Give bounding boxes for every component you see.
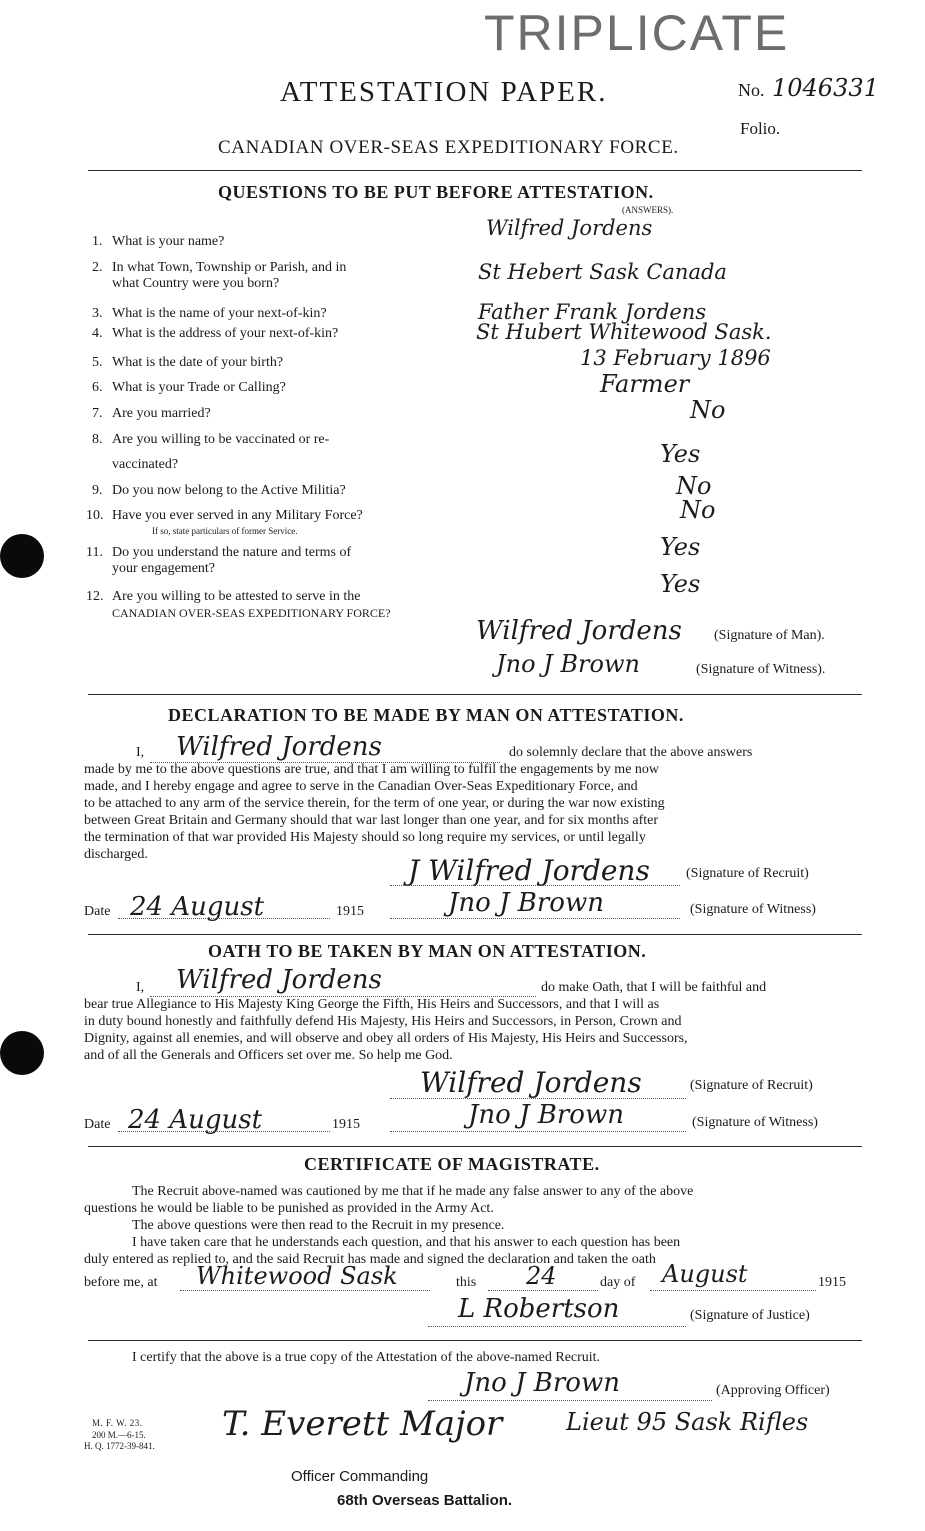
answer-handwritten: St Hebert Sask Canada [478,260,727,284]
commanding-officer-rank: Lieut 95 Sask Rifles [566,1408,809,1436]
oath-year: 1915 [332,1117,360,1132]
oath-name: Wilfred Jordens [176,965,382,995]
question-text: Have you ever served in any Military Force? [112,508,363,523]
question-text: Are you willing to be attested to serve in the [112,589,361,604]
question-text: Are you willing to be vaccinated or re- [112,432,330,447]
answer-handwritten: Yes [660,570,701,598]
declaration-line-1: do solemnly declare that the above answers [509,745,753,760]
answer-handwritten: St Hubert Whitewood Sask. [476,320,772,344]
question-number: 11. [86,545,103,560]
magistrate-this-label: this [456,1275,477,1290]
oath-date-label: Date [84,1117,111,1132]
oath-line-3: in duty bound honestly and faithfully defend His Majesty, His Heirs and Successors, in Person, Crown and [84,1014,682,1029]
answer-handwritten: Wilfred Jordens [486,216,653,240]
oath-witness-line [390,1131,686,1132]
justice-signature-line [428,1326,686,1327]
declaration-date-line [118,918,330,919]
question-text-continued: CANADIAN OVER-SEAS EXPEDITIONARY FORCE? [112,606,391,620]
declaration-witness-signature: Jno J Brown [448,888,604,918]
declaration-rule [88,934,862,935]
certify-text: I certify that the above is a true copy of the Attestation of the above-named Recruit. [132,1350,601,1365]
declaration-recruit-line [390,885,680,886]
header-rule [88,170,862,171]
oath-recruit-signature: Wilfred Jordens [420,1066,642,1099]
signature-of-man-label: (Signature of Man). [714,628,825,643]
magistrate-day-of-label: day of [600,1275,636,1290]
triplicate-stamp: TRIPLICATE [484,5,790,61]
oath-line-2: bear true Allegiance to His Majesty King George the Fifth, His Heirs and Successors, and that I will as [84,997,660,1012]
declaration-name-prefix: I, [136,745,145,760]
question-number: 8. [92,432,103,447]
answer-handwritten: Father Frank Jordens [478,300,707,324]
magistrate-line-2: questions he would be liable to be punished as provided in the Army Act. [84,1201,494,1216]
oath-recruit-line [390,1098,686,1099]
question-number: 7. [92,406,103,421]
oath-date: 24 August [128,1105,263,1135]
oath-line-5: and of all the Generals and Officers set over me. So help me God. [84,1048,453,1063]
serial-number-label: No. [738,80,765,100]
oath-witness-label: (Signature of Witness) [692,1115,818,1130]
question-text-continued: what Country were you born? [112,276,280,291]
question-number: 2. [92,260,103,275]
oath-line-1: do make Oath, that I will be faithful and [541,980,767,995]
declaration-year: 1915 [336,904,364,919]
declaration-recruit-label: (Signature of Recruit) [686,866,809,881]
declaration-line-7: discharged. [84,847,148,862]
question-text: Do you understand the nature and terms of [112,545,352,560]
answer-handwritten: No [680,496,716,524]
question-number: 1. [92,234,103,249]
punch-hole-top [0,534,44,578]
answer-handwritten: 13 February 1896 [580,346,771,370]
declaration-line-5: between Great Britain and Germany should that war last longer than one year, and for six months after [84,813,659,828]
magistrate-day: 24 [526,1262,557,1290]
declaration-witness-label: (Signature of Witness) [690,902,816,917]
oath-rule [88,1146,862,1147]
justice-signature-label: (Signature of Justice) [690,1308,810,1323]
signature-of-witness-q: Jno J Brown [496,650,640,678]
magistrate-place: Whitewood Sask [196,1262,398,1290]
declaration-line-6: the termination of that war provided His Majesty should so long require my services, or until legally [84,830,646,845]
oath-witness-signature: Jno J Brown [468,1100,624,1130]
magistrate-place-line [180,1290,430,1291]
question-number: 4. [92,326,103,341]
question-number: 10. [86,508,104,523]
punch-hole-bottom [0,1031,44,1075]
document-title: ATTESTATION PAPER. [280,76,608,108]
magistrate-year: 1915 [818,1275,846,1290]
answer-handwritten: Yes [660,533,701,561]
folio-label: Folio. [740,119,781,138]
magistrate-rule [88,1340,862,1341]
question-text: What is the date of your birth? [112,355,284,370]
question-text-continued: vaccinated? [112,457,179,472]
answer-handwritten: Yes [660,440,701,468]
question-text: What is the name of your next-of-kin? [112,306,327,321]
magistrate-day-line [488,1290,598,1291]
magistrate-month-line [650,1290,816,1291]
question-text-continued: If so, state particulars of former Service. [152,526,298,536]
signature-of-witness-q-label: (Signature of Witness). [696,662,826,677]
question-number: 5. [92,355,103,370]
form-code-3: H. Q. 1772-39-841. [84,1441,155,1451]
oath-recruit-label: (Signature of Recruit) [690,1078,813,1093]
officer-commanding-label: Officer Commanding [291,1468,429,1485]
declaration-date-label: Date [84,904,111,919]
magistrate-heading: CERTIFICATE OF MAGISTRATE. [304,1154,600,1174]
question-text: What is your name? [112,234,225,249]
declaration-name: Wilfred Jordens [176,732,382,762]
oath-name-prefix: I, [136,980,145,995]
signature-of-man: Wilfred Jordens [476,616,682,646]
answer-handwritten: No [676,472,712,500]
declaration-witness-line [390,918,680,919]
oath-heading: OATH TO BE TAKEN BY MAN ON ATTESTATION. [208,941,647,961]
magistrate-month: August [662,1260,748,1288]
questions-rule [88,694,862,695]
magistrate-line-1: The Recruit above-named was cautioned by me that if he made any false answer to any of the above [132,1184,694,1199]
declaration-date: 24 August [130,892,265,922]
justice-signature: L Robertson [458,1294,620,1324]
form-code-2: 200 M.—6-15. [92,1430,146,1440]
force-subtitle: CANADIAN OVER-SEAS EXPEDITIONARY FORCE. [218,137,679,158]
declaration-line-4: to be attached to any arm of the service therein, for the term of one year, or during the war now existing [84,796,665,811]
approving-officer-line [428,1400,712,1401]
question-text-continued: your engagement? [112,561,216,576]
magistrate-before-label: before me, at [84,1275,158,1290]
form-code-1: M. F. W. 23. [92,1418,143,1428]
declaration-line-3: made, and I hereby engage and agree to serve in the Canadian Over-Seas Expeditionary Force, and [84,779,638,794]
declaration-heading: DECLARATION TO BE MADE BY MAN ON ATTESTATION. [168,705,684,725]
commanding-officer-signature: T. Everett Major [222,1404,503,1444]
magistrate-line-3: The above questions were then read to the Recruit in my presence. [132,1218,505,1233]
magistrate-line-4: I have taken care that he understands each question, and that his answer to each question has been [132,1235,681,1250]
question-text: Are you married? [112,406,211,421]
answer-handwritten: Farmer [600,370,690,398]
declaration-line-2: made by me to the above questions are true, and that I am willing to fulfil the engagements by me now [84,762,660,777]
battalion-label: 68th Overseas Battalion. [337,1492,513,1509]
magistrate-line-5: duly entered as replied to, and the said Recruit has made and signed the declaration and taken the oath [84,1252,656,1267]
question-number: 12. [86,589,104,604]
declaration-recruit-signature: J Wilfred Jordens [408,854,650,887]
answers-label: (ANSWERS). [622,205,674,215]
approving-officer-signature: Jno J Brown [464,1368,620,1398]
question-text: What is your Trade or Calling? [112,380,286,395]
questions-heading: QUESTIONS TO BE PUT BEFORE ATTESTATION. [218,182,654,202]
question-number: 6. [92,380,103,395]
oath-date-line [118,1131,330,1132]
oath-line-4: Dignity, against all enemies, and will observe and obey all orders of His Majesty, His Heirs and Successors, [84,1031,688,1046]
serial-number: 1046331 [772,74,879,102]
answer-handwritten: No [690,396,726,424]
approving-officer-label: (Approving Officer) [716,1383,830,1398]
question-text: In what Town, Township or Parish, and in [112,260,347,275]
question-number: 9. [92,483,103,498]
question-number: 3. [92,306,103,321]
question-text: What is the address of your next-of-kin? [112,326,339,341]
question-text: Do you now belong to the Active Militia? [112,483,346,498]
